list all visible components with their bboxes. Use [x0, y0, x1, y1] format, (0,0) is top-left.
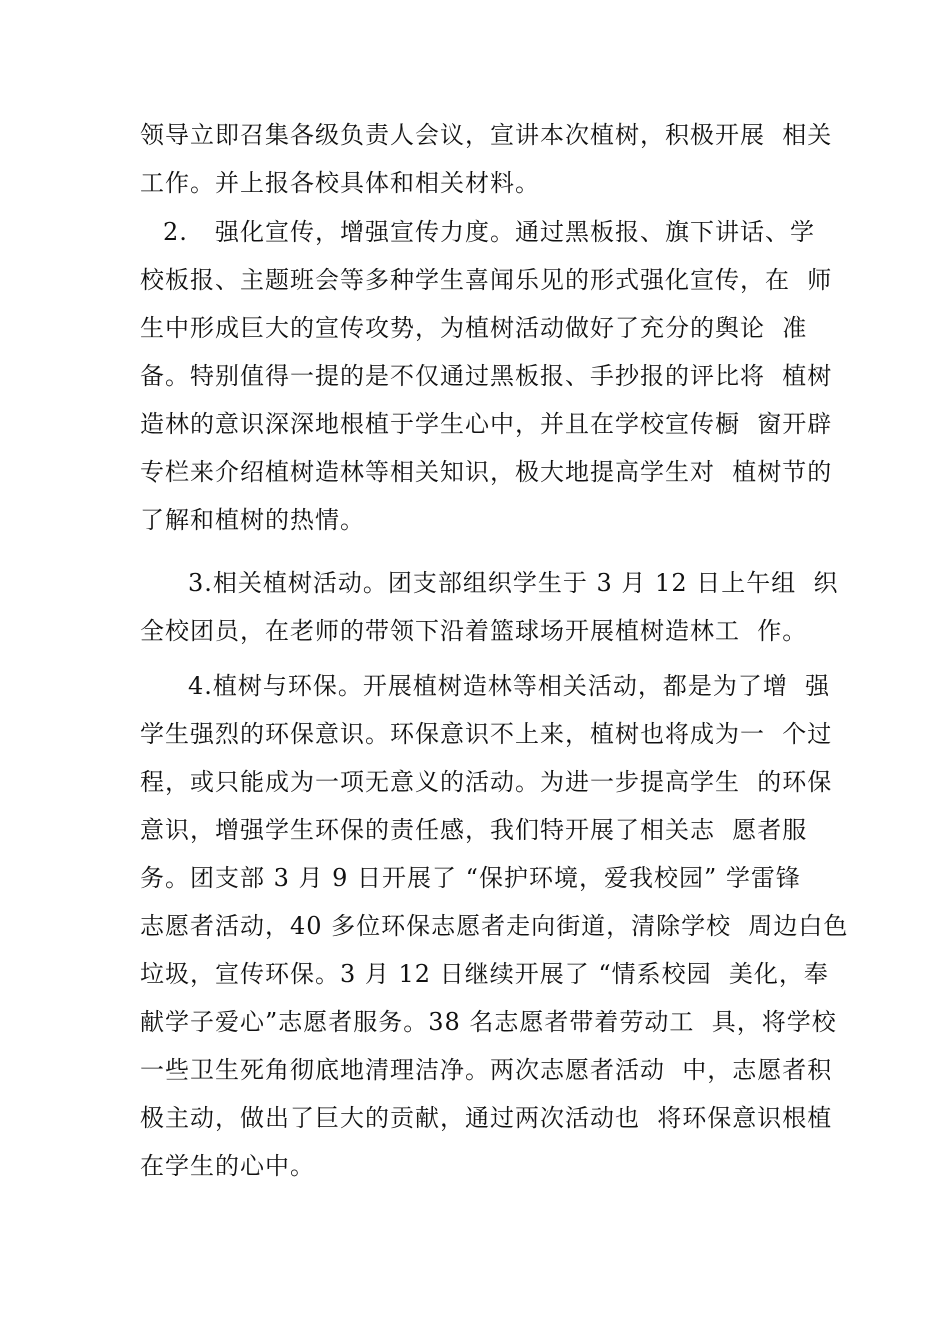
text-line: 全校团员，在老师的带领下沿着篮球场开展植树造林工 作。	[140, 617, 808, 645]
text-line: 专栏来介绍植树造林等相关知识，极大地提高学生对 植树节的	[140, 458, 833, 486]
text-line: 4.植树与环保。开展植树造林等相关活动，都是为了增 强	[188, 672, 831, 700]
text-line: 生中形成巨大的宣传攻势，为植树活动做好了充分的舆论 准	[140, 314, 808, 342]
text-line: 程，或只能成为一项无意义的活动。为进一步提高学生 的环保	[140, 768, 833, 796]
text-line: 志愿者活动，40 多位环保志愿者走向街道，清除学校 周边白色	[140, 912, 849, 940]
paragraph-3	[140, 559, 839, 655]
text-line: 在学生的心中。	[140, 1152, 315, 1180]
text-line: 一些卫生死角彻底地清理洁净。两次志愿者活动 中，志愿者积	[140, 1056, 833, 1084]
paragraph-2	[140, 208, 833, 544]
text-line: 校板报、主题班会等多种学生喜闻乐见的形式强化宣传，在 师	[140, 266, 833, 294]
paragraph-4	[140, 662, 849, 1190]
list-number: 2.	[163, 218, 188, 246]
text-line: 献学子爱心”志愿者服务。38 名志愿者带着劳动工 具，将学校	[140, 1008, 837, 1036]
text-line: 极主动，做出了巨大的贡献，通过两次活动也 将环保意识根植	[140, 1104, 833, 1132]
text-line: 工作。并上报各校具体和相关材料。	[140, 169, 540, 197]
text-line: 领导立即召集各级负责人会议，宣讲本次植树，积极开展 相关	[140, 121, 833, 149]
text-line: 垃圾，宣传环保。3 月 12 日继续开展了 “情系校园 美化，奉	[140, 960, 829, 988]
text-line: 了解和植树的热情。	[140, 506, 365, 534]
text-line: 造林的意识深深地根植于学生心中，并且在学校宣传橱 窗开辟	[140, 410, 833, 438]
text-line-numbered	[140, 208, 830, 256]
text-line: 强化宣传，增强宣传力度。通过黑板报、旗下讲话、学	[215, 218, 815, 246]
paragraph-1	[140, 111, 833, 207]
text-line: 务。团支部 3 月 9 日开展了 “保护环境，爱我校园” 学雷锋	[140, 864, 801, 892]
text-line: 意识，增强学生环保的责任感，我们特开展了相关志 愿者服	[140, 816, 808, 844]
text-line: 备。特别值得一提的是不仅通过黑板报、手抄报的评比将 植树	[140, 362, 833, 390]
text-line: 学生强烈的环保意识。环保意识不上来，植树也将成为一 个过	[140, 720, 833, 748]
text-line: 3.相关植树活动。团支部组织学生于 3 月 12 日上午组 织	[188, 569, 839, 597]
